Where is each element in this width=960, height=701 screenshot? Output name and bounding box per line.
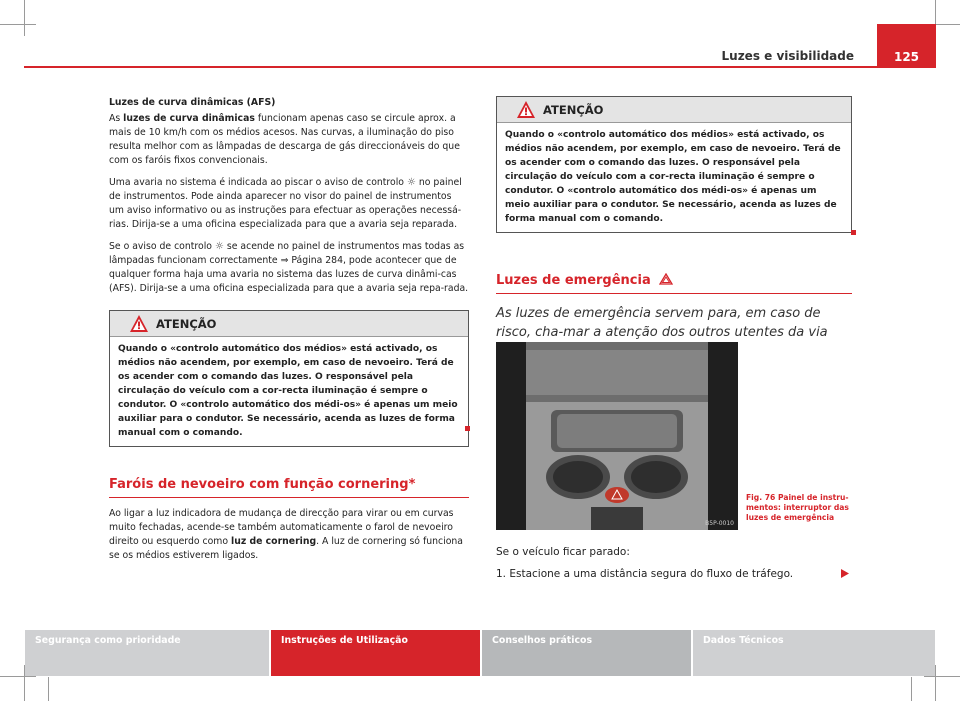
figure-caption: Fig. 76 Painel de instru-mentos: interruptor das luzes de emergência [746, 493, 849, 522]
sun-warning-icon: ☼ [214, 241, 224, 252]
afs-paragraph-1 [109, 112, 469, 168]
text: As [109, 113, 124, 124]
footer-nav [25, 630, 935, 676]
figure-hazard-switch [496, 342, 738, 530]
section-title-fog: Faróis de nevoeiro com função cornering* [109, 478, 469, 498]
warning-title: ATENÇÃO [543, 103, 604, 117]
warning-box [496, 96, 852, 233]
tab-practical-tips[interactable] [482, 630, 691, 676]
tab-operating-instructions[interactable] [271, 630, 480, 676]
bold-term: luz de cornering [231, 536, 317, 547]
hazard-triangle-icon [659, 273, 673, 285]
afs-heading: Luzes de curva dinâmicas (AFS) [109, 97, 276, 108]
tab-label: Dados Técnicos [703, 635, 784, 646]
text: Ao ligar a luz indicadora de mudança de direcção para virar ou em curvas muito fechadas, acende-se também automaticamente o farol de nevoeiro direito ou esquerdo como [109, 508, 454, 547]
section-title-hazard [496, 273, 852, 294]
parked-text: Se o veículo ficar parado: [496, 546, 630, 558]
afs-paragraph-2 [109, 176, 469, 232]
text: no painel de instrumentos. Pode ainda aparecer no visor do painel de instrumentos um aviso informativo ou as instruções para efectuar as operações necessá-rias. Dirija-se a uma oficina especializada para que a avaria seja reparada. [109, 177, 462, 230]
tab-label: Instruções de Utilização [281, 635, 408, 646]
tab-label: Conselhos práticos [492, 635, 593, 646]
text: se acende no painel de instrumentos mas todas as lâmpadas funcionam correctamente ⇒ Página 284, pode acontecer que de qualquer forma haja uma avaria no sistema das luzes de curva dinâmi-cas (AFS). Dirija-se a uma oficina especializada para que a avaria seja repa-rada. [109, 241, 469, 294]
left-column [109, 96, 469, 571]
warning-box [109, 310, 469, 447]
text: . A luz de cornering só funciona se os médios estiverem ligados. [109, 536, 463, 561]
fog-paragraph [109, 507, 469, 563]
intro-text: As luzes de emergência servem para, em caso de risco, cha-mar a atenção dos outros utentes da via [496, 306, 828, 340]
continue-arrow-icon [841, 569, 849, 578]
crop-mark [935, 665, 936, 701]
bold-term: luzes de curva dinâmicas [123, 113, 255, 124]
running-header: Luzes e visibilidade [721, 49, 854, 63]
text: Uma avaria no sistema é indicada ao piscar o aviso de controlo [109, 177, 407, 188]
crop-mark [48, 677, 49, 701]
right-column [496, 96, 852, 361]
text: Se o aviso de controlo [109, 241, 215, 252]
crop-mark [924, 676, 960, 677]
crop-mark [24, 0, 25, 36]
figure-code: B5P-0010 [705, 520, 734, 527]
warning-triangle-icon [516, 100, 536, 119]
warning-title: ATENÇÃO [156, 317, 217, 331]
tab-safety[interactable] [25, 630, 269, 676]
warning-text: Quando o «controlo automático dos médios» está activado, os médios não acendem, por exemplo, em caso de nevoeiro. Terá de os acender com o comando das luzes. O responsável pela circulação do veículo com a cor-recta iluminação é sempre o condutor. O «controlo automático dos médi-os» é apenas um meio auxiliar para o condutor. Se necessário, acenda as luzes de forma manual com o comando. [505, 130, 841, 224]
step-1: 1. Estacione a uma distância segura do fluxo de tráfego. [496, 568, 794, 580]
text: funcionam apenas caso se circule aprox. a mais de 10 km/h com os médios acesos. Nas curvas, a iluminação do piso resulta melhor com as lâmpadas de descarga de gás direccionáveis do que com os faróis fixos convencionais. [109, 113, 460, 166]
figure-photo [496, 342, 738, 530]
section-title-text: Luzes de emergência [496, 273, 651, 288]
warning-triangle-icon [129, 314, 149, 333]
header-rule [24, 66, 936, 68]
crop-mark [0, 676, 36, 677]
tab-technical-data[interactable] [693, 630, 935, 676]
warning-header [110, 311, 468, 337]
sun-warning-icon: ☼ [406, 177, 416, 188]
warning-text: Quando o «controlo automático dos médios» está activado, os médios não acendem, por exemplo, em caso de nevoeiro. Terá de os acender com o comando das luzes. O responsável pela circulação do veículo com a cor-recta iluminação é sempre o condutor. O «controlo automático dos médi-os» é apenas um meio auxiliar para o condutor. Se necessário, acenda as luzes de forma manual com o comando. [118, 344, 458, 438]
crop-mark [0, 24, 36, 25]
page-number: 125 [893, 50, 920, 64]
crop-mark [911, 677, 912, 701]
section-end-marker [465, 426, 470, 431]
warning-header [497, 97, 851, 123]
afs-paragraph-3 [109, 240, 469, 296]
tab-label: Segurança como prioridade [35, 635, 181, 646]
section-end-marker [851, 230, 856, 235]
